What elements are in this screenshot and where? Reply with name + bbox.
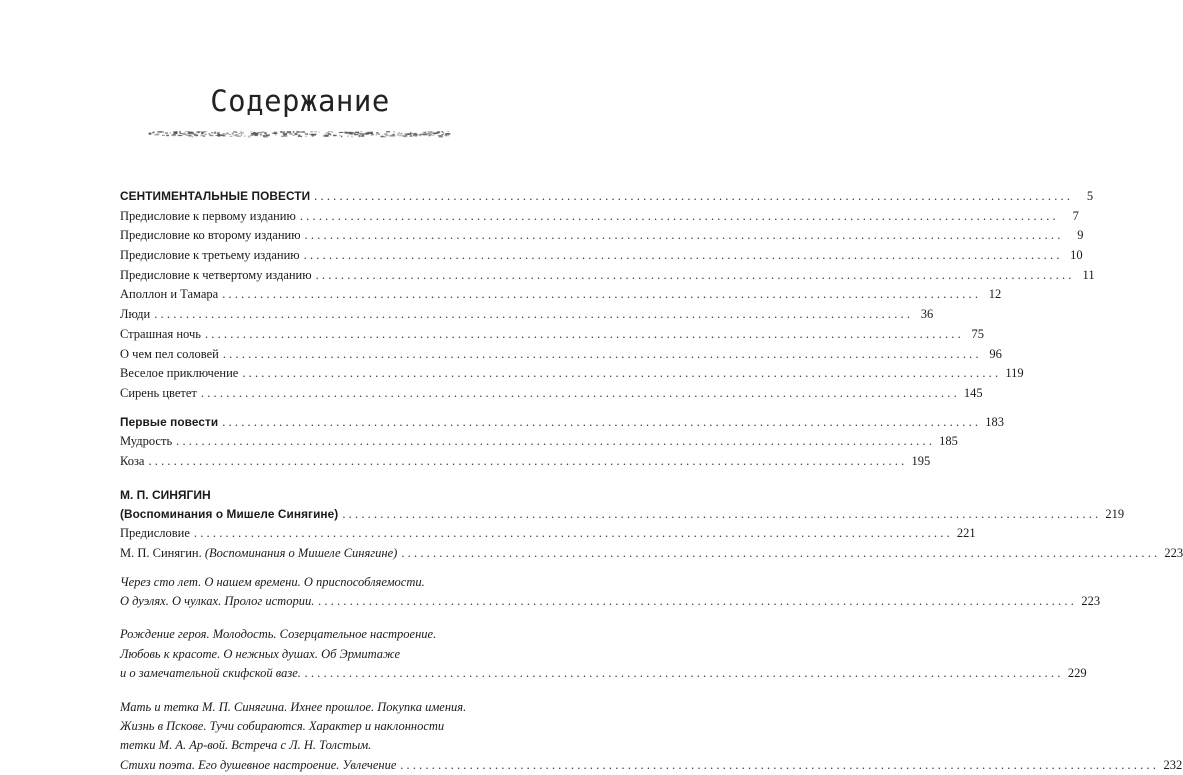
toc-entry[interactable]: [120, 384, 983, 404]
toc-entry-page: 183: [985, 414, 1004, 429]
toc-entry-section-sinyagin-subtitle[interactable]: [120, 505, 1125, 525]
leader-dots: ........................................................................................................................: [242, 366, 1002, 381]
toc-entry-label: Первые повести: [120, 414, 219, 429]
chapter-summary-last-line[interactable]: [120, 664, 1087, 683]
toc-entry-label: О дуэлях. О чулках. Пролог истории.: [120, 594, 315, 609]
toc-entry-page: 75: [971, 326, 984, 341]
chapter-summary-line: Рождение героя. Молодость. Созерцательное настроение.: [120, 627, 437, 642]
toc-entry-label: Коза: [120, 453, 145, 468]
leader-dots: ........................................................................................................................: [400, 757, 1160, 772]
leader-dots: ........................................................................................................................: [304, 666, 1064, 681]
toc-entry-page: 223: [1164, 546, 1183, 560]
toc-entry[interactable]: [120, 305, 934, 325]
toc-entry-page: 119: [1005, 366, 1024, 381]
toc-entry-label: Предисловие к четвертому изданию: [120, 267, 312, 282]
toc-entry-label: Веселое приключение: [120, 366, 239, 381]
leader-dots: ........................................................................................................................: [314, 189, 1074, 203]
leader-dots: ........................................................................................................................: [303, 248, 1063, 263]
title-underline-decoration: [148, 130, 453, 138]
leader-dots: ........................................................................................................................: [148, 453, 908, 468]
toc-entry[interactable]: [120, 524, 976, 544]
toc-entry-page: 5: [1086, 189, 1094, 203]
toc-entry-page: 9: [1077, 228, 1084, 243]
leader-dots: ........................................................................................................................: [342, 506, 1102, 521]
chapter-summary-last-line[interactable]: [120, 756, 1183, 775]
toc-entry-page: 185: [939, 434, 958, 449]
leader-dots: ........................................................................................................................: [222, 287, 982, 302]
toc-entry-page: 223: [1081, 594, 1101, 609]
toc-entry-page: 12: [988, 287, 1002, 302]
toc-entry[interactable]: [120, 266, 1095, 286]
leader-dots: ........................................................................................................................: [204, 326, 964, 341]
toc-entry[interactable]: [120, 345, 1002, 365]
page-title: Содержание: [210, 84, 390, 118]
toc-entry-page: 232: [1163, 757, 1183, 772]
leader-dots: ........................................................................................................................: [154, 307, 914, 322]
chapter-summary[interactable]: [120, 625, 1087, 683]
section-sentimental-items: [120, 207, 1095, 404]
toc-entry-label: Аполлон и Тамара: [120, 287, 219, 302]
toc-entry[interactable]: [120, 452, 931, 472]
toc-entry[interactable]: [120, 544, 1183, 564]
chapter-summary-line: Через сто лет. О нашем времени. О приспособляемости.: [120, 574, 425, 589]
toc-entry[interactable]: [120, 325, 984, 345]
toc-entry-page: 221: [956, 526, 976, 541]
toc-entry-label: Страшная ночь: [120, 326, 201, 341]
toc-entry-label: Сирень цветет: [120, 385, 197, 400]
toc-entry-label: Стихи поэта. Его душевное настроение. Увлечение: [120, 757, 397, 772]
leader-dots: ........................................................................................................................: [318, 594, 1078, 609]
toc-entry-page: 7: [1072, 208, 1079, 223]
toc-entry[interactable]: [120, 246, 1083, 266]
toc-entry-page: 11: [1082, 267, 1095, 282]
leader-dots: ........................................................................................................................: [304, 228, 1064, 243]
toc-entry-label: М. П. Синягин. (Воспоминания о Мишеле Синягине): [120, 546, 398, 560]
toc-entry-label: Предисловие: [120, 526, 190, 541]
toc-entry-label: Предисловие ко второму изданию: [120, 228, 301, 243]
toc-entry-label: Предисловие к третьему изданию: [120, 248, 300, 263]
toc-entry-label: СЕНТИМЕНТАЛЬНЫЕ ПОВЕСТИ: [120, 189, 311, 203]
toc-entry-page: 145: [963, 385, 983, 400]
chapter-summary-line: Любовь к красоте. О нежных душах. Об Эрмитаже: [120, 646, 401, 661]
toc-entry-page: 219: [1105, 506, 1125, 521]
toc-entry[interactable]: [120, 285, 1002, 305]
leader-dots: ........................................................................................................................: [200, 385, 960, 400]
toc-entry[interactable]: [120, 207, 1079, 227]
toc-entry[interactable]: [120, 432, 958, 452]
chapter-summary-last-line[interactable]: [120, 592, 1101, 611]
toc-entry[interactable]: [120, 364, 1024, 384]
chapter-summary[interactable]: [120, 573, 1101, 612]
leader-dots: ........................................................................................................................: [222, 414, 982, 429]
chapter-summary-line: Жизнь в Пскове. Тучи собираются. Характер и наклонности: [120, 719, 445, 734]
toc-entry-page: 10: [1070, 248, 1083, 263]
toc-entry-label: (Воспоминания о Мишеле Синягине): [120, 506, 339, 521]
toc-entry-label: и о замечательной скифской вазе.: [120, 666, 301, 681]
toc-entry-section-first-stories[interactable]: [120, 413, 1004, 433]
leader-dots: ........................................................................................................................: [176, 434, 936, 449]
toc-entry-page: 36: [920, 307, 934, 322]
leader-dots: ........................................................................................................................: [193, 526, 953, 541]
toc-entry-label: Предисловие к первому изданию: [120, 208, 296, 223]
toc-entry-label: Мудрость: [120, 434, 173, 449]
toc-entry-page: 96: [989, 346, 1002, 361]
table-of-contents: [120, 187, 1183, 775]
toc-entry-page: 229: [1067, 666, 1087, 681]
toc-entry[interactable]: [120, 226, 1084, 246]
chapter-summary[interactable]: [120, 698, 1183, 775]
toc-entry-section-sentimental[interactable]: [120, 187, 1094, 207]
toc-entry-page: 195: [911, 453, 931, 468]
section-heading-sinyagin: М. П. СИНЯГИН: [120, 487, 211, 502]
chapter-summary-line: тетки М. А. Ар-вой. Встреча с Л. Н. Толстым.: [120, 738, 372, 753]
leader-dots: ........................................................................................................................: [299, 208, 1059, 223]
toc-entry-label: Люди: [120, 307, 151, 322]
chapter-summaries: [120, 573, 1183, 775]
chapter-summary-line: Мать и тетка М. П. Синягина. Ихнее прошлое. Покупка имения.: [120, 699, 467, 714]
section-first-stories-items: [120, 432, 958, 471]
toc-entry-label: О чем пел соловей: [120, 346, 219, 361]
leader-dots: ........................................................................................................................: [315, 267, 1075, 282]
leader-dots: ........................................................................................................................: [222, 346, 982, 361]
leader-dots: ........................................................................................................................: [401, 546, 1161, 560]
